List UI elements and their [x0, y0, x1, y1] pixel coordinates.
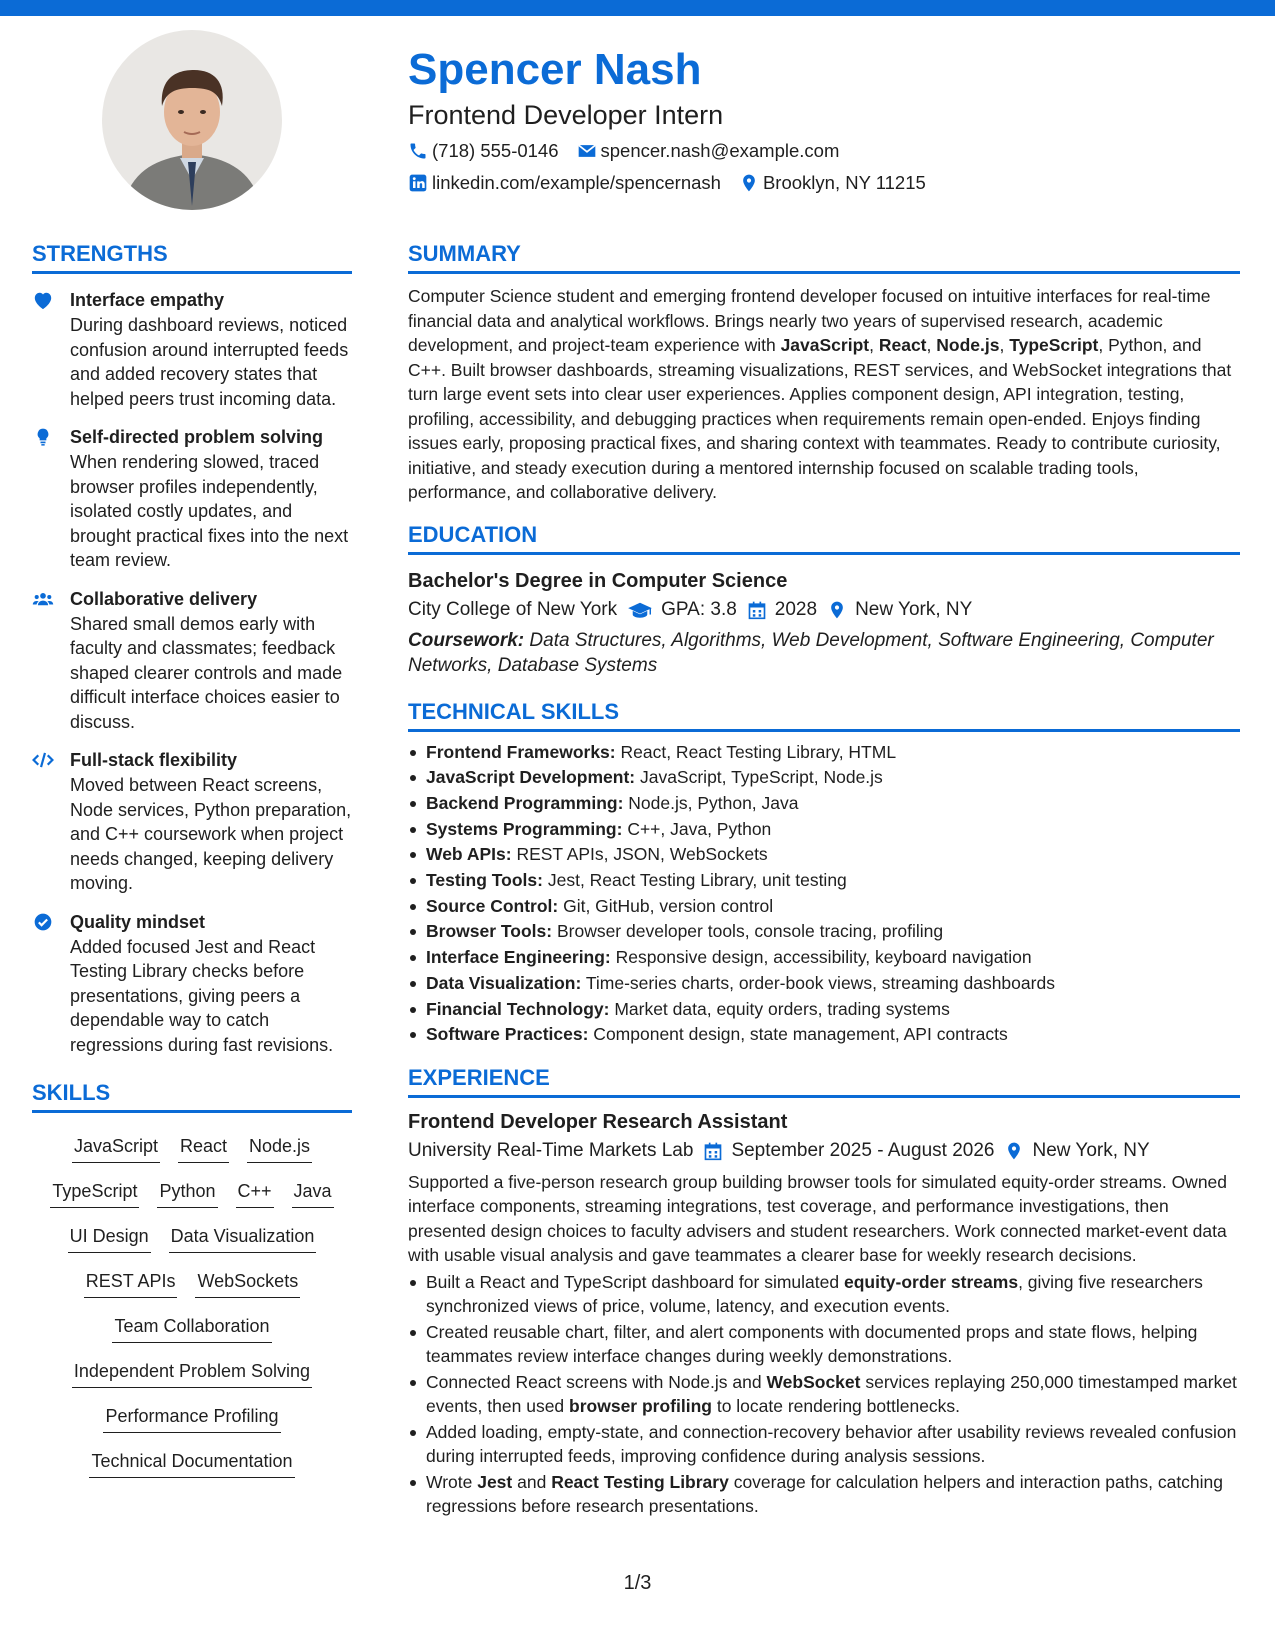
degree-title: Bachelor's Degree in Computer Science — [408, 569, 788, 592]
tech-skill-label: Source Control: — [426, 895, 559, 916]
check-circle-icon — [32, 912, 54, 932]
users-icon — [32, 589, 54, 609]
gpa-text: GPA: 3.8 — [661, 598, 737, 620]
tech-skill-item — [426, 765, 1240, 791]
experience-bullet — [426, 1320, 1240, 1369]
bullet-run-text: coverage for calculation helpers and interaction paths, catching regressions before research presentations. — [426, 1471, 1224, 1517]
strength-item — [32, 748, 352, 896]
skill-tag: React — [178, 1133, 229, 1163]
envelope-icon — [577, 141, 597, 161]
phone-contact — [408, 138, 559, 164]
organization-name: University Real-Time Markets Lab — [408, 1139, 694, 1161]
candidate-name: Spencer Nash — [408, 45, 702, 94]
profile-photo — [102, 30, 282, 210]
contact-row-1 — [408, 138, 1228, 164]
tech-skill-item — [426, 1022, 1240, 1048]
technical-skills-list — [408, 740, 1240, 1048]
skill-row — [32, 1440, 352, 1485]
strengths-title: STRENGTHS — [32, 240, 352, 274]
strength-title: Interface empathy — [70, 290, 225, 310]
summary-title: SUMMARY — [408, 240, 1240, 274]
tech-skill-item — [426, 842, 1240, 868]
experience-bullet — [426, 1420, 1240, 1469]
graduation-year — [747, 595, 817, 625]
bullet-run-text: and — [512, 1471, 552, 1492]
tech-skill-label: Software Practices: — [426, 1024, 589, 1045]
phone-icon — [408, 141, 428, 161]
lightbulb-icon — [32, 427, 54, 447]
year-text: 2028 — [774, 598, 818, 620]
bullet-run-bold: React Testing Library — [551, 1471, 729, 1492]
experience-location — [1004, 1136, 1149, 1166]
school — [408, 595, 617, 625]
skill-row — [32, 1350, 352, 1395]
bullet-run-bold: browser profiling — [569, 1396, 712, 1417]
code-icon — [32, 750, 54, 770]
gpa — [627, 595, 737, 625]
skill-tag: Data Visualization — [169, 1223, 317, 1253]
skill-row — [32, 1395, 352, 1440]
strength-title: Quality mindset — [70, 911, 206, 932]
map-pin-icon — [1004, 1141, 1024, 1161]
technical-skills-title: TECHNICAL SKILLS — [408, 698, 1240, 732]
tech-skill-label: JavaScript Development: — [426, 767, 636, 788]
tech-skill-item — [426, 971, 1240, 997]
calendar-icon — [747, 600, 767, 620]
experience-meta — [408, 1136, 1240, 1166]
graduation-cap-icon — [627, 600, 653, 620]
bullet-run-text: Connected React screens with Node.js and — [426, 1371, 767, 1392]
tech-skill-item — [426, 945, 1240, 971]
skill-tag: JavaScript — [72, 1133, 160, 1163]
skill-tag: Python — [157, 1178, 217, 1208]
experience-location-text: New York, NY — [1032, 1139, 1150, 1161]
email-contact — [577, 138, 840, 164]
strength-title: Full-stack flexibility — [70, 750, 238, 770]
coursework-list: Data Structures, Algorithms, Web Development, Software Engineering, Computer Networks, Database Systems — [408, 629, 1214, 676]
skill-tag: Team Collaboration — [112, 1313, 271, 1343]
skill-row — [32, 1170, 352, 1215]
phone-number[interactable]: (718) 555-0146 — [432, 140, 559, 161]
tech-skill-item — [426, 817, 1240, 843]
dates-text: September 2025 - August 2026 — [731, 1139, 995, 1161]
skill-tag: TypeScript — [50, 1178, 139, 1208]
summary-run-text: , — [999, 335, 1010, 355]
location-text: Brooklyn, NY 11215 — [762, 172, 926, 193]
tech-skill-value: Node.js, Python, Java — [623, 792, 799, 813]
skills-title: SKILLS — [32, 1079, 352, 1113]
tech-skill-label: Web APIs: — [426, 844, 512, 865]
tech-skill-label: Frontend Frameworks: — [426, 741, 616, 762]
skill-tag: UI Design — [68, 1223, 151, 1253]
strength-item — [32, 587, 352, 735]
tech-skill-value: Jest, React Testing Library, unit testing — [542, 870, 847, 891]
bullet-run-text: Wrote — [426, 1471, 478, 1492]
summary-run-text: , — [926, 335, 937, 355]
strength-desc: During dashboard reviews, noticed confusion around interrupted feeds and added recovery states that helped peers trust incoming data. — [70, 315, 349, 409]
strength-title: Self-directed problem solving — [70, 427, 324, 447]
skill-tag: Node.js — [247, 1133, 312, 1163]
education-location — [827, 595, 972, 625]
summary-run-text: , — [869, 335, 879, 355]
tech-skill-label: Testing Tools: — [426, 870, 543, 891]
summary-text — [408, 284, 1240, 505]
main-column — [408, 240, 1240, 1520]
summary-run-text: Computer Science student and emerging frontend developer focused on intuitive interfaces for real-time financial data and analytical workflows. Brings nearly two years of supervised research, academic development, and project-team experience with — [408, 286, 1211, 355]
employment-dates — [703, 1136, 994, 1166]
tech-skill-item — [426, 919, 1240, 945]
map-pin-icon — [739, 173, 759, 193]
summary-run-text: , Python, and C++. Built browser dashboards, streaming visualizations, REST services, and WebSocket integrations that turn large event sets into clear user experiences. Applies component design, API integration, testing, profiling, accessibility, and debugging practices when requirements remain open-ended. Enjoys finding issues early, proposing practical fixes, and sharing context with teammates. Ready to contribute curiosity, initiative, and steady execution during a mentored internship focused on scalable trading tools, performance, and collaborative delivery. — [408, 335, 1232, 502]
tech-skill-item — [426, 894, 1240, 920]
bullet-run-text: Built a React and TypeScript dashboard for simulated — [426, 1271, 844, 1292]
skill-row — [32, 1125, 352, 1170]
bullet-run-bold: WebSocket — [766, 1371, 861, 1392]
tech-skill-label: Systems Programming: — [426, 818, 623, 839]
skill-row — [32, 1305, 352, 1350]
experience-bullet — [426, 1370, 1240, 1419]
skill-tag: Technical Documentation — [89, 1448, 294, 1478]
tech-skill-label: Backend Programming: — [426, 792, 624, 813]
tech-skill-value: C++, Java, Python — [622, 818, 772, 839]
summary-run-bold: JavaScript — [780, 335, 870, 355]
tech-skill-value: Time-series charts, order-book views, streaming dashboards — [581, 972, 1055, 993]
experience-title: EXPERIENCE — [408, 1064, 1240, 1098]
resume-header — [408, 42, 1228, 196]
tech-skill-value: JavaScript, TypeScript, Node.js — [635, 767, 883, 788]
tech-skill-value: Market data, equity orders, trading systems — [609, 998, 950, 1019]
strength-desc: When rendering slowed, traced browser profiles independently, isolated costly updates, and brought practical fixes into the next team review. — [70, 452, 349, 570]
tech-skill-item — [426, 868, 1240, 894]
top-accent-bar — [0, 0, 1275, 16]
summary-run-bold: React — [878, 335, 927, 355]
experience-bullets — [408, 1270, 1240, 1519]
bullet-run-text: services replaying 250,000 timestamped market events, then used — [426, 1371, 1237, 1417]
skill-tag: REST APIs — [84, 1268, 178, 1298]
experience-description: Supported a five-person research group building browser tools for simulated equity-order streams. Owned interface components, streaming integrations, test coverage, and performance investigations, then presented design choices to faculty advisers and student researchers. Work connected market-event data with usable visual analysis and gave teammates a clearer base for weekly research decisions. — [408, 1171, 1228, 1266]
tech-skill-item — [426, 791, 1240, 817]
coursework — [408, 628, 1240, 678]
skill-tag: WebSockets — [195, 1268, 300, 1298]
bullet-run-bold: equity-order streams — [843, 1271, 1019, 1292]
location-contact — [739, 170, 926, 196]
school-name: City College of New York — [408, 598, 618, 620]
linkedin-icon — [408, 173, 428, 193]
sidebar — [32, 240, 352, 1485]
tech-skill-item — [426, 997, 1240, 1023]
summary-run-bold: TypeScript — [1009, 335, 1099, 355]
tech-skill-label: Browser Tools: — [426, 921, 553, 942]
map-pin-icon — [827, 600, 847, 620]
tech-skill-label: Interface Engineering: — [426, 947, 611, 968]
tech-skill-value: React, React Testing Library, HTML — [615, 741, 897, 762]
avatar — [102, 30, 282, 210]
bullet-run-text: to locate rendering bottlenecks. — [711, 1396, 961, 1417]
tech-skill-label: Data Visualization: — [426, 972, 582, 993]
tech-skill-value: Git, GitHub, version control — [558, 895, 774, 916]
tech-skill-value: Browser developer tools, console tracing, profiling — [552, 921, 944, 942]
experience-bullet — [426, 1270, 1240, 1319]
skill-tag: Performance Profiling — [103, 1403, 280, 1433]
linkedin-link[interactable]: linkedin.com/example/spencernash — [432, 172, 721, 193]
page-number: 1/3 — [623, 1572, 652, 1594]
bullet-run-text: Created reusable chart, filter, and alert components with documented props and state flows, helping teammates review interface changes during weekly demonstrations. — [426, 1321, 1198, 1367]
strength-desc: Shared small demos early with faculty and classmates; feedback shaped clearer controls and made difficult interface choices easier to discuss. — [70, 613, 343, 732]
bullet-run-text: , giving five researchers synchronized views of price, volume, latency, and execution events. — [426, 1271, 1203, 1317]
strength-title: Collaborative delivery — [70, 588, 258, 609]
experience-bullet — [426, 1470, 1240, 1519]
organization — [408, 1136, 693, 1166]
education-meta — [408, 595, 1240, 625]
tech-skill-value: REST APIs, JSON, WebSockets — [511, 844, 768, 865]
bullet-run-bold: Jest — [477, 1471, 513, 1492]
calendar-icon — [703, 1141, 723, 1161]
tech-skill-value: Component design, state management, API contracts — [588, 1024, 1008, 1045]
skill-row — [32, 1260, 352, 1305]
skill-tag: Java — [292, 1178, 334, 1208]
tech-skill-item — [426, 740, 1240, 766]
strength-item — [32, 910, 352, 1058]
tech-skill-value: Responsive design, accessibility, keyboard navigation — [610, 947, 1032, 968]
education-location-text: New York, NY — [855, 598, 973, 620]
skills-list — [32, 1125, 352, 1485]
strength-desc: Moved between React screens, Node services, Python preparation, and C++ coursework when project needs changed, keeping delivery moving. — [70, 775, 352, 893]
strength-desc: Added focused Jest and React Testing Library checks before presentations, giving peers a dependable way to catch regressions during fast revisions. — [70, 936, 334, 1055]
skill-tag: C++ — [236, 1178, 274, 1208]
skill-row — [32, 1215, 352, 1260]
email-link[interactable]: spencer.nash@example.com — [600, 140, 840, 161]
education-title: EDUCATION — [408, 521, 1240, 555]
heart-icon — [32, 290, 54, 310]
bullet-run-text: Added loading, empty-state, and connection-recovery behavior after usability reviews revealed confusion during interrupted feeds, improving confidence during analysis sessions. — [426, 1421, 1237, 1467]
linkedin-contact — [408, 170, 721, 196]
tech-skill-label: Financial Technology: — [426, 998, 610, 1019]
contact-row-2 — [408, 170, 1228, 196]
candidate-role: Frontend Developer Intern — [408, 100, 724, 130]
strength-item — [32, 288, 352, 411]
job-title: Frontend Developer Research Assistant — [408, 1110, 788, 1133]
summary-run-bold: Node.js — [936, 335, 1000, 355]
skill-tag: Independent Problem Solving — [72, 1358, 312, 1388]
coursework-label: Coursework: — [408, 629, 525, 651]
strength-item — [32, 425, 352, 573]
